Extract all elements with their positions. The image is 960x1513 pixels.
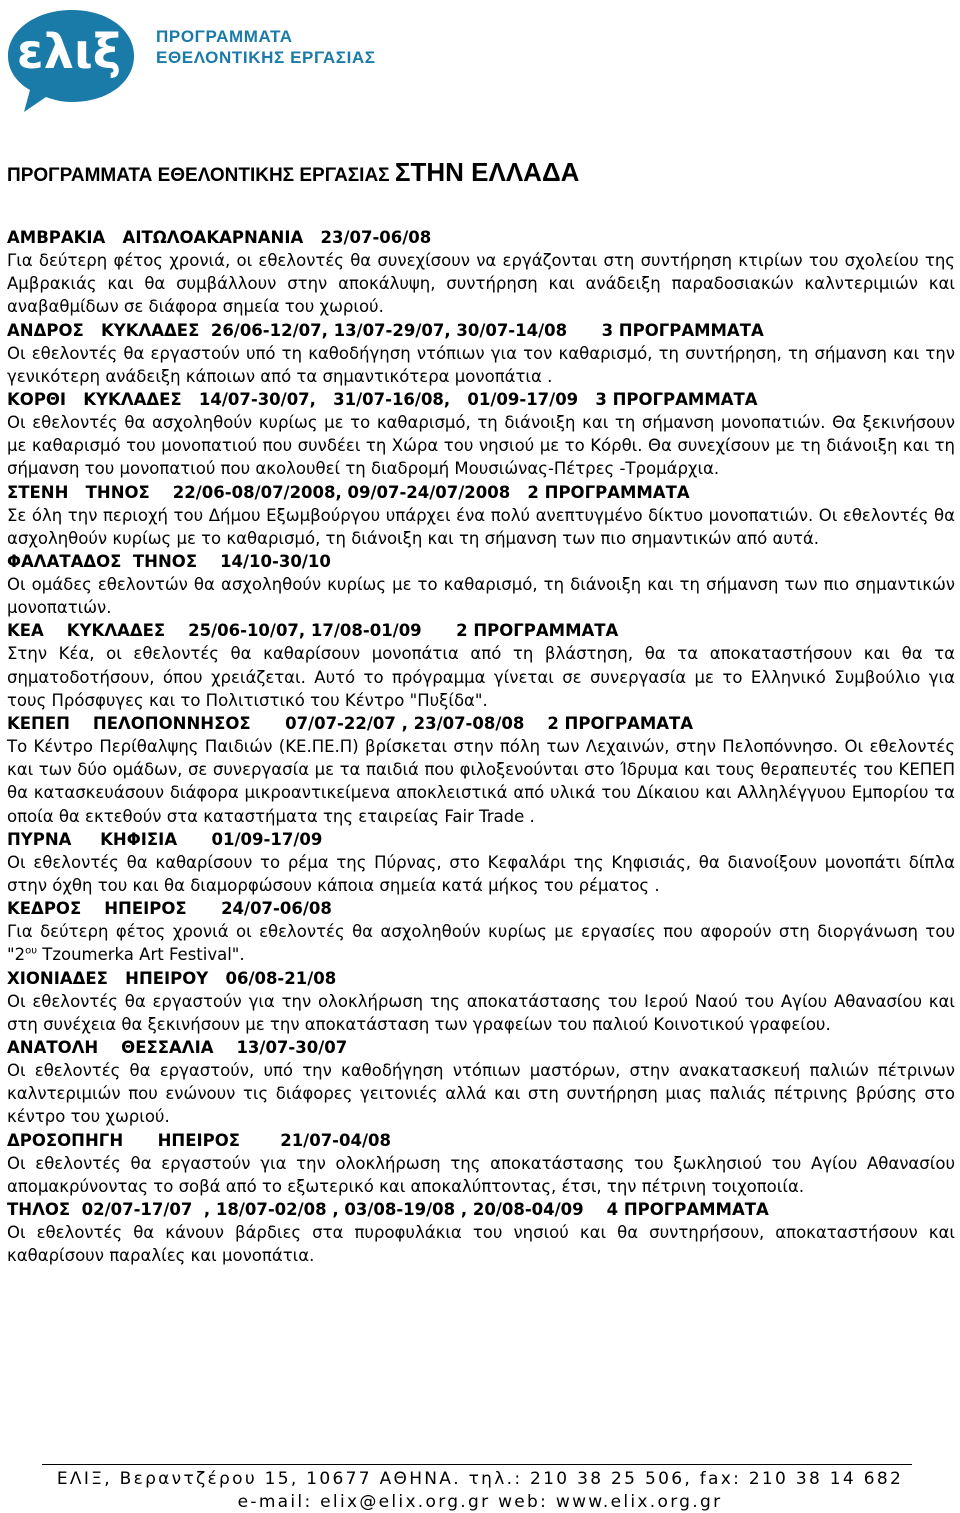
program-description: Οι εθελοντές θα καθαρίσουν το ρέμα της Πύρνας, στο Κεφαλάρι της Κηφισιάς, θα διανοίξουν μονοπάτι δίπλα στην όχθη του και θα διαμορφώσουν κάποια σημεία κατά μήκος του ρέματος . — [7, 852, 955, 896]
program-heading: ΚΕΔΡΟΣ ΗΠΕΙΡΟΣ 24/07-06/08 — [7, 899, 332, 919]
program-description: Οι εθελοντές θα εργαστούν για την ολοκλήρωση της αποκατάστασης του ξωκλησιού του Αγίου Αθανασίου απομακρύνοντας το σοβά από το εξωτερικό και αποκαλύπτοντας, έτσι, την πέτρινη τοιχοποιία. — [7, 1153, 955, 1196]
page-title-prefix: ΠΡΟΓΡΑΜΜΑΤΑ ΕΘΕΛΟΝΤΙΚΗΣ ΕΡΓΑΣΙΑΣ — [7, 165, 395, 186]
program-heading: ΑΜΒΡΑΚΙΑ ΑΙΤΩΛΟΑΚΑΡΝΑΝΙΑ 23/07-06/08 — [7, 228, 432, 247]
program-description: Οι εθελοντές θα κάνουν βάρδιες στα πυροφυλάκια του νησιού και θα συντηρήσουν, αποκαταστήσουν και καθαρίσουν παραλίες και μονοπάτια. — [7, 1223, 955, 1266]
program-entry — [7, 550, 955, 619]
program-description: Οι εθελοντές θα εργαστούν για την ολοκλήρωση της αποκατάστασης του Ιερού Ναού του Αγίου Αθανασίου και στη συνέχεια θα ξεκινήσουν με την αποκατάσταση των γραφείων του παλιού Κοινοτικού γραφείου. — [7, 991, 955, 1034]
organization-logo — [6, 4, 386, 114]
program-entry — [7, 1129, 955, 1198]
program-heading: ΠΥΡΝΑ ΚΗΦΙΣΙΑ 01/09-17/09 — [7, 829, 323, 849]
program-heading: ΚΕΠΕΠ ΠΕΛΟΠΟΝΝΗΣΟΣ 07/07-22/07 , 23/07-08/08 2 ΠΡΟΓΡΑΜΑΤΑ — [7, 714, 694, 734]
program-entry — [7, 897, 955, 966]
logo-wordmark: ελιξ — [16, 24, 122, 80]
program-description: Για δεύτερη φέτος χρονιά, οι εθελοντές θα συνεχίσουν να εργάζονται στη συντήρηση κτιρίων του σχολείου της Αμβρακιάς και θα συμβάλλουν στην αποκάλυψη, συντήρηση και ανάδειξη παραδοσιακών καλντεριμιών και αναβαθμίδων σε διάφορα σημεία του χωριού. — [7, 251, 955, 317]
program-description: Το Κέντρο Περίθαλψης Παιδιών (ΚΕ.ΠΕ.Π) βρίσκεται στην πόλη των Λεχαινών, στην Πελοπόννησο. Οι εθελοντές και των δύο ομάδων, σε συνεργασία με τα παιδιά που φιλοξενούνται στο Ίδρυμα και τους θεραπευτές του ΚΕΠΕΠ θα κατασκευάσουν διάφορα μικροαντικείμενα αποκλειστικά από υλικά του Δίκαιου και Αλληλέγγυου Εμπορίου τα οποία θα εκτεθούν στα καταστήματα της εταιρείας Fair Trade . — [7, 737, 955, 826]
footer-contact: e-mail: elix@elix.org.gr web: www.elix.org.gr — [237, 1492, 723, 1512]
program-heading: ΧΙΟΝΙΑΔΕΣ ΗΠΕΙΡΟΥ 06/08-21/08 — [7, 968, 337, 988]
program-heading: ΚΟΡΘΙ ΚΥΚΛΑΔΕΣ 14/07-30/07, 31/07-16/08, 01/09-17/09 3 ΠΡΟΓΡΑΜΜΑΤΑ — [7, 390, 758, 410]
program-description — [7, 920, 955, 966]
program-entry — [7, 388, 955, 481]
program-description: Οι εθελοντές θα ασχοληθούν κυρίως με το καθαρισμό, τη διάνοιξη και τη σήμανση μονοπατιών. Θα ξεκινήσουν με καθαρισμό του μονοπατιού που συνδέει τη Χώρα του νησιού με το Κόρθι. Θα συνεχίσουν με τη διάνοιξη και τη σήμανση του μονοπατιού που ακολουθεί τη διαδρομή Μουσιώνας-Πέτρες -Τρομάρχια. — [7, 413, 955, 479]
footer-address: ΕΛΙΞ, Βεραντζέρου 15, 10677 ΑΘΗΝΑ. τηλ.: 210 38 25 506, fax: 210 38 14 682 — [56, 1469, 904, 1489]
program-heading: ΔΡΟΣΟΠΗΓΗ ΗΠΕΙΡΟΣ 21/07-04/08 — [7, 1130, 391, 1150]
program-description: Οι εθελοντές θα εργαστούν, υπό την καθοδήγηση ντόπιων μαστόρων, στην ανακατασκευή παλιών πέτρινων καλντεριμιών που ενώνουν τις διάφορες γειτονιές αλλά και στη συντήρηση μιας παλιάς πέτρινης βρύσης στο κέντρο του χωριού. — [7, 1061, 955, 1127]
program-entry — [7, 319, 955, 388]
program-list — [7, 226, 955, 1268]
organization-name — [156, 26, 376, 68]
program-heading: ΣΤΕΝΗ ΤΗΝΟΣ 22/06-08/07/2008, 09/07-24/07/2008 2 ΠΡΟΓΡΑΜΜΑΤΑ — [7, 482, 690, 502]
program-description: Οι εθελοντές θα εργαστούν υπό τη καθοδήγηση ντόπιων για τον καθαρισμό, τη συντήρηση, τη σήμανση και την γενικότερη ανάδειξη κάποιων από τα σημαντικότερα μονοπάτια . — [7, 343, 955, 386]
program-entry — [7, 828, 955, 897]
program-entry — [7, 1198, 955, 1267]
program-entry — [7, 619, 955, 712]
program-description: Οι ομάδες εθελοντών θα ασχοληθούν κυρίως με το καθαρισμό, τη διάνοιξη και τη σήμανση των πιο σημαντικών μονοπατιών. — [7, 575, 955, 618]
footer-divider — [42, 1464, 912, 1465]
program-entry — [7, 967, 955, 1036]
program-heading: ΑΝΔΡΟΣ ΚΥΚΛΑΔΕΣ 26/06-12/07, 13/07-29/07, 30/07-14/08 3 ΠΡΟΓΡΑΜΜΑΤΑ — [7, 320, 764, 340]
program-entry — [7, 226, 955, 319]
program-heading: ΤΗΛΟΣ 02/07-17/07 , 18/07-02/08 , 03/08-19/08 , 20/08-04/09 4 ΠΡΟΓΡΑΜΜΑΤΑ — [7, 1200, 769, 1220]
program-entry — [7, 481, 955, 550]
program-heading: ΦΑΛΑΤΑΔΟΣ ΤΗΝΟΣ 14/10-30/10 — [7, 552, 331, 572]
program-entry — [7, 1036, 955, 1129]
description-text: Tzoumerka Art Festival". — [37, 945, 245, 965]
organization-name-line2: ΕΘΕΛΟΝΤΙΚΗΣ ΕΡΓΑΣΙΑΣ — [156, 48, 376, 67]
program-description: Στην Κέα, οι εθελοντές θα καθαρίσουν μονοπάτια από τη βλάστηση, θα τα αποκαταστήσουν και θα τα σηματοδοτήσουν, όπου χρειάζεται. Αυτό το πρόγραμμα γίνεται σε συνεργασία με το Ελληνικό Συμβούλιο για τους Πρόσφυγες και το Πολιτιστικό του Κέντρο "Πυξίδα". — [7, 644, 955, 710]
page-title — [7, 158, 579, 190]
program-heading: ΑΝΑΤΟΛΗ ΘΕΣΣΑΛΙΑ 13/07-30/07 — [7, 1038, 348, 1058]
page-title-emphasis: ΣΤΗΝ ΕΛΛΑΔΑ — [394, 157, 580, 187]
program-entry — [7, 712, 955, 828]
program-description: Σε όλη την περιοχή του Δήμου Εξωμβούργου υπάρχει ένα πολύ ανεπτυγμένο δίκτυο μονοπατιών. Οι εθελοντές θα ασχοληθούν κυρίως με το καθαρισμό, τη διάνοιξη και τη σήμανση των πιο σημαντικών από αυτά. — [7, 505, 955, 548]
ordinal-superscript: ου — [25, 945, 37, 957]
program-heading: ΚΕΑ ΚΥΚΛΑΔΕΣ 25/06-10/07, 17/08-01/09 2 ΠΡΟΓΡΑΜΜΑΤΑ — [7, 621, 619, 641]
organization-name-line1: ΠΡΟΓΡΑΜΜΑΤΑ — [156, 27, 293, 46]
description-text: Για δεύτερη φέτος χρονιά οι εθελοντές θα ασχοληθούν κυρίως με εργασίες που αφορούν στη διοργάνωση του "2 — [7, 922, 955, 965]
speech-bubble-logo-icon — [6, 4, 156, 114]
